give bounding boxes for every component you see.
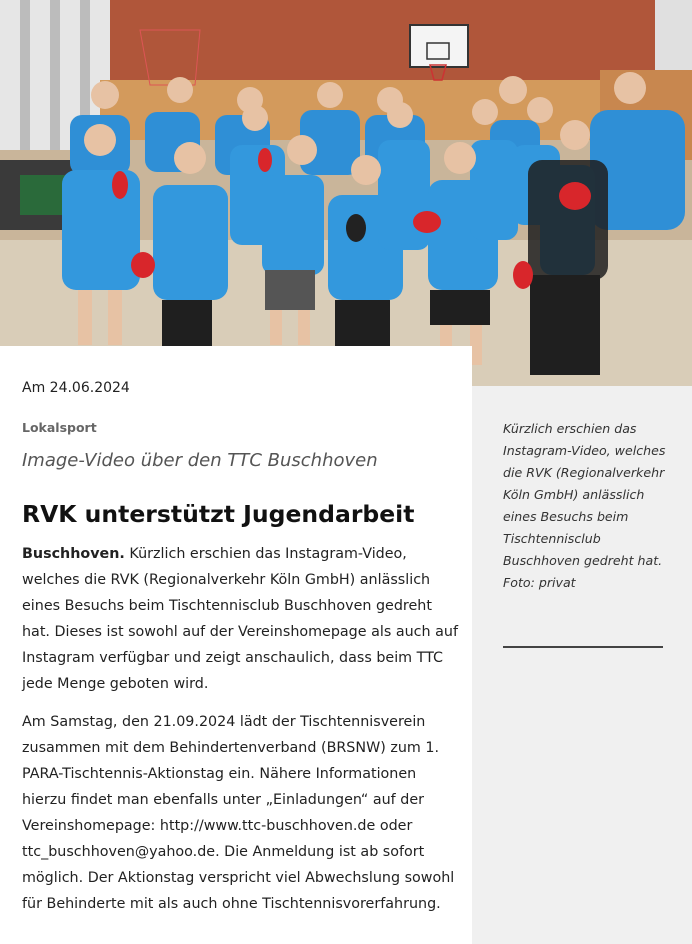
article-subtitle: Image-Video über den TTC Buschhoven (22, 450, 378, 471)
paragraph-2: Am Samstag, den 21.09.2024 lädt der Tischtennisverein zusammen mit dem Behindertenverband (BRSNW) zum 1. PARA-Tischtennis-Aktionstag ein. Nähere Informationen hierzu findet man ebenfalls unter „Einladungen“ auf der Vereinshomepage: http://www.ttc-buschhoven.de oder ttc_buschhoven@yahoo.de. Die Anmeldung ist ab sofort möglich. Der Aktionstag verspricht viel Abwechslung sowohl für Behinderte mit als auch ohne Tischtennisvorerfahrung. (22, 714, 455, 912)
caption-divider (503, 646, 663, 648)
article-headline: RVK unterstützt Jugendarbeit (22, 500, 415, 528)
article-text (22, 541, 458, 929)
team-photo (0, 0, 692, 386)
paragraph-1 (22, 541, 458, 697)
paragraph-1-text: Kürzlich erschien das Instagram-Video, welches die RVK (Regionalverkehr Köln GmbH) anlässlich eines Besuchs beim Tischtennisclub Buschhoven gedreht hat. Dieses ist sowohl auf der Vereinshomepage als auch auf Instagram verfügbar und zeigt anschaulich, dass beim TTC jede Menge geboten wird. (22, 546, 458, 692)
article-date: Am 24.06.2024 (22, 380, 130, 396)
photo-caption: Kürzlich erschien das Instagram-Video, welches die RVK (Regionalverkehr Köln GmbH) anlässlich eines Besuchs beim Tischtennisclub Buschhoven gedreht hat. Foto: privat (503, 421, 666, 590)
article-category[interactable]: Lokalsport (22, 420, 97, 435)
dateline-place: Buschhoven. (22, 546, 125, 562)
